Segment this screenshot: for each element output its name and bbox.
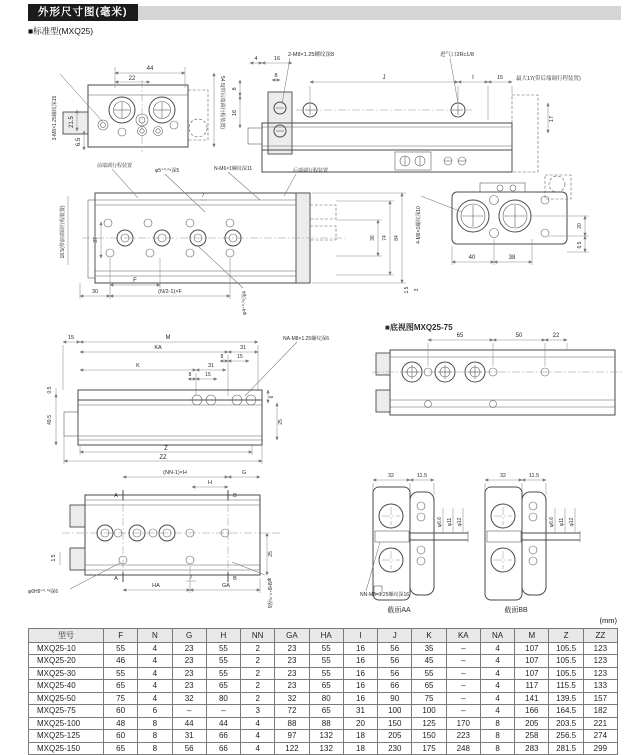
column-header: N (138, 629, 172, 643)
d3-n-thread-note: N-M6×1螺纹深11 (214, 166, 253, 172)
value-cell: 125 (412, 717, 446, 730)
d1-dim-22: 22 (128, 76, 136, 82)
value-cell: 32 (172, 692, 206, 705)
value-cell: 55 (309, 667, 343, 680)
table-row (29, 680, 618, 693)
table-row (29, 667, 618, 680)
d7-dim-G: G (241, 470, 247, 476)
d3-pitch-formula: (N/2-1)×F (158, 289, 182, 295)
d3-pin-hole-note: φ5⁺⁰·⁰⁵深5 (155, 168, 180, 174)
unit-note: (mm) (599, 616, 617, 625)
value-cell: 32 (275, 692, 309, 705)
column-header: Z (549, 629, 583, 643)
value-cell: 66 (206, 742, 240, 755)
d3-dim-74: 74 (382, 235, 388, 241)
table-row (29, 717, 618, 730)
standard-plan-view-drawing (59, 162, 420, 315)
value-cell: 56 (172, 742, 206, 755)
d2-dim-16-left: 16 (232, 109, 238, 117)
value-cell: – (446, 667, 480, 680)
value-cell: 72 (275, 705, 309, 718)
value-cell: 56 (378, 655, 412, 668)
value-cell: 31 (343, 705, 377, 718)
value-cell: 80 (309, 692, 343, 705)
value-cell: 175 (412, 742, 446, 755)
value-cell: 141 (515, 692, 549, 705)
column-header: 型号 (29, 629, 104, 643)
value-cell: 221 (583, 717, 617, 730)
d2-dim-16: 16 (273, 56, 281, 62)
d4-dim-38: 38 (508, 255, 516, 261)
d8-dia-11: φ11 (447, 517, 453, 527)
value-cell: 4 (138, 692, 172, 705)
column-header: I (343, 629, 377, 643)
column-header: K (412, 629, 446, 643)
column-header: J (378, 629, 412, 643)
lower-side-view-drawing (47, 335, 329, 464)
d2-dim-17: 17 (549, 115, 555, 123)
value-cell: 139.5 (549, 692, 583, 705)
value-cell: – (446, 705, 480, 718)
value-cell: 107 (515, 667, 549, 680)
value-cell: 55 (104, 642, 138, 655)
value-cell: 8 (480, 742, 514, 755)
standard-end-view-drawing (51, 66, 226, 152)
dimension-table-head (29, 629, 618, 643)
value-cell: 2 (241, 692, 275, 705)
bottom-view-title: ■底视图MXQ25-75 (385, 323, 453, 332)
d7-dim-1-5: 1.5 (51, 554, 57, 562)
d2-thread-note: 2-M8×1.25螺纹深8 (288, 52, 335, 58)
value-cell: 3 (241, 705, 275, 718)
value-cell: 4 (480, 667, 514, 680)
value-cell: 4 (138, 680, 172, 693)
value-cell: 182 (583, 705, 617, 718)
model-cell: MXQ25-50 (29, 692, 104, 705)
column-header: ZZ (583, 629, 617, 643)
table-row (29, 705, 618, 718)
d4-thread-note: 4-M6×1螺纹深10 (416, 206, 422, 244)
d8-nn-thread-note: NN-M8×1.25螺纹深16 (360, 592, 410, 598)
value-cell: 8 (480, 730, 514, 743)
value-cell: 18 (343, 742, 377, 755)
value-cell: 23 (275, 655, 309, 668)
d3-dim-1-5: 1.5 (404, 286, 410, 294)
d6-dim-15b: 15 (205, 372, 211, 378)
value-cell: 44 (172, 717, 206, 730)
model-cell: MXQ25-40 (29, 680, 104, 693)
d6-dim-8b: 8 (188, 372, 192, 378)
d1-height-note: 54.5(带后端调行程装置) (219, 76, 225, 130)
d6-dim-0-5: 0.5 (47, 386, 53, 394)
d7-section-b-top: B (233, 493, 237, 499)
value-cell: 4 (480, 692, 514, 705)
value-cell: 164.5 (549, 705, 583, 718)
dimension-table-body (29, 642, 618, 755)
d1-dim-44: 44 (146, 66, 154, 72)
value-cell: 23 (172, 680, 206, 693)
column-header: HA (309, 629, 343, 643)
d6-dim-31a: 31 (239, 345, 247, 351)
value-cell: 122 (275, 742, 309, 755)
value-cell: 4 (480, 705, 514, 718)
value-cell: 16 (343, 667, 377, 680)
d5-dim-65: 65 (456, 333, 464, 339)
value-cell: 16 (343, 680, 377, 693)
value-cell: 88 (275, 717, 309, 730)
d3-dim-7: 7 (201, 193, 205, 199)
value-cell: 23 (275, 667, 309, 680)
d2-dim-I: I (472, 75, 474, 81)
value-cell: 117 (515, 680, 549, 693)
d6-dim-15-top: 15 (67, 335, 75, 341)
value-cell: 16 (343, 655, 377, 668)
d7-dim-7: 7 (189, 575, 193, 581)
d7-section-a-bottom: A (114, 576, 118, 582)
d6-dim-M: M (165, 335, 171, 341)
d2-port-note: 进气口2Rc1/8 (440, 52, 474, 58)
column-header: NA (480, 629, 514, 643)
table-row (29, 692, 618, 705)
d3-dim-F: F (133, 278, 137, 284)
d2-dim-8: 8 (274, 73, 278, 79)
value-cell: 100 (412, 705, 446, 718)
value-cell: 205 (378, 730, 412, 743)
value-cell: 56 (378, 642, 412, 655)
value-cell: 55 (104, 667, 138, 680)
model-cell: MXQ25-75 (29, 705, 104, 718)
value-cell: 65 (309, 705, 343, 718)
value-cell: 16 (343, 642, 377, 655)
value-cell: 23 (275, 642, 309, 655)
column-header: M (515, 629, 549, 643)
d7-pin-note-right: φ6H9⁺⁰·⁰³深6 (266, 578, 272, 609)
value-cell: 55 (206, 667, 240, 680)
column-header: GA (275, 629, 309, 643)
d7-pin-note-left: φ6H9⁺⁰·⁰³深6 (28, 589, 59, 595)
value-cell: 65 (104, 680, 138, 693)
d6-dim-ZZ: ZZ (159, 455, 167, 461)
d8-dia-12: φ12 (457, 517, 463, 527)
value-cell: 2 (241, 655, 275, 668)
value-cell: 16 (343, 692, 377, 705)
bottom-view-75-drawing (372, 322, 622, 415)
d6-dim-25: 25 (278, 419, 284, 425)
d2-dim-15: 15 (496, 75, 504, 81)
value-cell: 132 (309, 742, 343, 755)
value-cell: 4 (241, 742, 275, 755)
value-cell: 105.5 (549, 667, 583, 680)
value-cell: 55 (412, 667, 446, 680)
value-cell: 44 (206, 717, 240, 730)
d3-dim-84: 84 (394, 235, 400, 241)
d7-dim-H: H (208, 480, 212, 486)
value-cell: 35 (412, 642, 446, 655)
standard-rear-end-view-drawing (415, 175, 589, 265)
d6-dim-KA: KA (154, 345, 162, 351)
table-row (29, 742, 618, 755)
model-cell: MXQ25-10 (29, 642, 104, 655)
value-cell: 56 (378, 667, 412, 680)
section-bb-caption: 截面BB (504, 607, 528, 614)
d3-dim-3: 3 (414, 288, 420, 292)
value-cell: 133 (583, 680, 617, 693)
value-cell: 4 (138, 655, 172, 668)
d3-dim-37: 37 (93, 237, 99, 243)
value-cell: 55 (206, 655, 240, 668)
value-cell: 65 (206, 680, 240, 693)
model-cell: MXQ25-150 (29, 742, 104, 755)
value-cell: 75 (412, 692, 446, 705)
value-cell: 46 (104, 655, 138, 668)
table-row (29, 642, 618, 655)
d7-dim-GA: GA (222, 583, 230, 589)
value-cell: 23 (275, 680, 309, 693)
dimension-table (28, 628, 618, 755)
value-cell: 105.5 (549, 655, 583, 668)
lower-bottom-view-drawing (28, 470, 280, 608)
value-cell: 18 (343, 730, 377, 743)
d1-dim-6-5: 6.5 (76, 137, 82, 147)
d4-dim-40: 40 (468, 255, 476, 261)
value-cell: 66 (378, 680, 412, 693)
d6-dim-Z: Z (164, 446, 168, 452)
value-cell: 4 (241, 717, 275, 730)
d2-max-stroke-note: 最大17(带后端调行程装置) (516, 76, 581, 82)
d8-dim-32: 32 (387, 473, 395, 479)
d6-dim-31b: 31 (207, 363, 215, 369)
dimension-table-header-row (29, 629, 618, 643)
value-cell: 170 (446, 717, 480, 730)
d6-na-thread-note: NA-M8×1.25螺纹深6 (283, 336, 329, 342)
value-cell: 4 (241, 730, 275, 743)
value-cell: 55 (309, 655, 343, 668)
column-header: KA (446, 629, 480, 643)
value-cell: – (172, 705, 206, 718)
value-cell: 274 (583, 730, 617, 743)
d1-thread-note: 3-M8×1.25螺纹深15 (52, 95, 58, 141)
value-cell: 4 (480, 655, 514, 668)
value-cell: 90 (378, 692, 412, 705)
value-cell: 132 (309, 730, 343, 743)
d3-dim-30: 30 (91, 289, 99, 295)
value-cell: 65 (309, 680, 343, 693)
value-cell: 248 (446, 742, 480, 755)
value-cell: 2 (241, 680, 275, 693)
standard-side-view-drawing (232, 50, 581, 172)
value-cell: 256.5 (549, 730, 583, 743)
value-cell: 150 (412, 730, 446, 743)
value-cell: 2 (241, 642, 275, 655)
d4-dim-20: 20 (577, 223, 583, 229)
section-aa-caption: 截面AA (387, 607, 411, 614)
standard-type-label: ■标准型(MXQ25) (28, 26, 94, 36)
d3-pin-bottom-note: φ4⁺⁰·⁰³深4 (242, 291, 248, 315)
value-cell: 75 (104, 692, 138, 705)
value-cell: 107 (515, 655, 549, 668)
model-cell: MXQ25-30 (29, 667, 104, 680)
value-cell: 150 (378, 717, 412, 730)
value-cell: – (446, 680, 480, 693)
d7-dim-25: 25 (268, 551, 274, 557)
page-title: 外形尺寸图(毫米) (28, 4, 138, 21)
section-bb-drawing (485, 473, 580, 614)
value-cell: 123 (583, 655, 617, 668)
value-cell: 97 (275, 730, 309, 743)
value-cell: 55 (206, 642, 240, 655)
d9-dim-11-5: 11.5 (528, 473, 540, 479)
value-cell: 6 (138, 705, 172, 718)
d7-section-b-bottom: B (233, 576, 237, 582)
d6-dim-8a: 8 (220, 354, 224, 360)
d9-dia-11: φ11 (559, 517, 565, 527)
value-cell: 4 (480, 680, 514, 693)
value-cell: 157 (583, 692, 617, 705)
value-cell: 48 (104, 717, 138, 730)
d2-dim-J: J (382, 75, 386, 81)
d5-dim-50: 50 (515, 333, 523, 339)
value-cell: 105.5 (549, 642, 583, 655)
value-cell: 4 (138, 642, 172, 655)
value-cell: 80 (206, 692, 240, 705)
value-cell: 107 (515, 642, 549, 655)
d2-dim-4: 4 (254, 56, 258, 62)
d5-dim-22: 22 (552, 333, 560, 339)
value-cell: – (206, 705, 240, 718)
d2-dim-8-left: 8 (232, 87, 238, 91)
value-cell: 223 (446, 730, 480, 743)
d9-dim-32: 32 (499, 473, 507, 479)
model-cell: MXQ25-125 (29, 730, 104, 743)
d8-dim-11-5: 11.5 (416, 473, 428, 479)
d6-dim-15a: 15 (237, 354, 243, 360)
value-cell: 65 (412, 680, 446, 693)
value-cell: 281.5 (549, 742, 583, 755)
value-cell: 60 (104, 730, 138, 743)
value-cell: 45 (412, 655, 446, 668)
value-cell: 23 (172, 655, 206, 668)
value-cell: 23 (172, 667, 206, 680)
d7-dim-HA: HA (152, 583, 160, 589)
value-cell: 115.5 (549, 680, 583, 693)
model-cell: MXQ25-20 (29, 655, 104, 668)
value-cell: 23 (172, 642, 206, 655)
d6-dim-6: 6 (269, 395, 275, 399)
d3-dim-36: 36 (370, 235, 376, 241)
value-cell: 299 (583, 742, 617, 755)
column-header: H (206, 629, 240, 643)
value-cell: – (446, 642, 480, 655)
section-aa-drawing (360, 473, 468, 614)
value-cell: 8 (138, 730, 172, 743)
value-cell: 283 (515, 742, 549, 755)
value-cell: 258 (515, 730, 549, 743)
value-cell: 65 (104, 742, 138, 755)
value-cell: 20 (343, 717, 377, 730)
value-cell: 8 (138, 742, 172, 755)
value-cell: 4 (480, 642, 514, 655)
table-row (29, 730, 618, 743)
value-cell: 203.5 (549, 717, 583, 730)
value-cell: 88 (309, 717, 343, 730)
value-cell: 230 (378, 742, 412, 755)
value-cell: 4 (138, 667, 172, 680)
value-cell: 123 (583, 667, 617, 680)
d7-section-a-top: A (114, 493, 118, 499)
d3-rear-adjuster-label: 后端调行程装置 (293, 168, 329, 174)
value-cell: 60 (104, 705, 138, 718)
d7-pitch-formula: (NN-1)×H (163, 470, 187, 476)
d3-front-adjuster-label: 前端调行程装置 (97, 163, 133, 169)
value-cell: – (446, 692, 480, 705)
value-cell: 66 (206, 730, 240, 743)
value-cell: 55 (309, 642, 343, 655)
value-cell: 100 (378, 705, 412, 718)
column-header: F (104, 629, 138, 643)
model-cell: MXQ25-100 (29, 717, 104, 730)
d9-dia-12: φ12 (569, 517, 575, 527)
d6-dim-49-5: 49.5 (47, 415, 53, 425)
value-cell: 31 (172, 730, 206, 743)
column-header: NN (241, 629, 275, 643)
d9-dia-6-6: φ6.6 (549, 516, 555, 528)
value-cell: 8 (138, 717, 172, 730)
d6-dim-K: K (136, 363, 140, 369)
value-cell: 205 (515, 717, 549, 730)
d4-dim-6-5: 6.5 (577, 241, 583, 249)
value-cell: 2 (241, 667, 275, 680)
d3-left-height-note: 18.5(带前端调行程装置) (60, 205, 66, 259)
value-cell: 8 (480, 717, 514, 730)
table-row (29, 655, 618, 668)
d8-dia-6-6: φ6.6 (437, 516, 443, 528)
d1-dim-21-5: 21.5 (69, 116, 75, 128)
column-header: G (172, 629, 206, 643)
value-cell: 166 (515, 705, 549, 718)
value-cell: – (446, 655, 480, 668)
value-cell: 123 (583, 642, 617, 655)
